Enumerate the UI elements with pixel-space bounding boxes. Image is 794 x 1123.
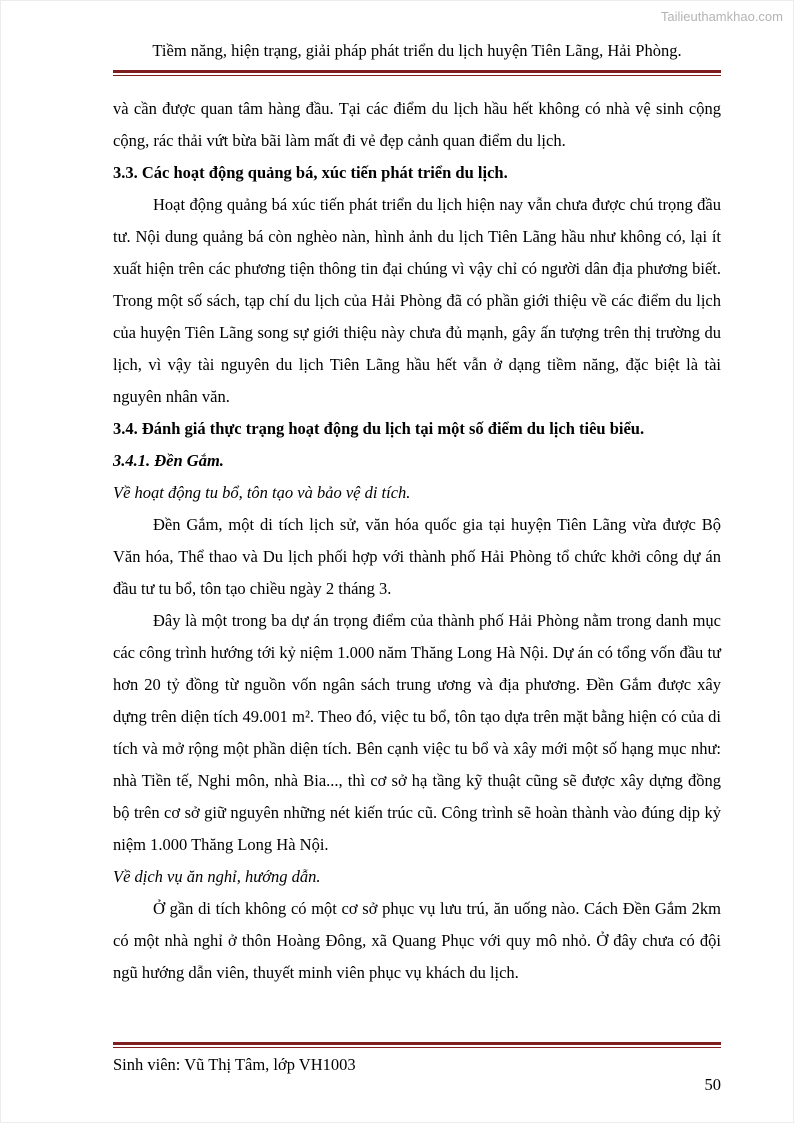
page-footer bbox=[113, 1042, 721, 1095]
section-heading: 3.4.1. Đền Gắm. bbox=[113, 451, 224, 470]
page-header bbox=[113, 41, 721, 76]
paragraph: Đền Gắm, một di tích lịch sử, văn hóa quốc gia tại huyện Tiên Lãng vừa được Bộ Văn hóa, Thể thao và Du lịch phối hợp với thành phố Hải Phòng tổ chức khởi công dự án đầu tư tu bổ, tôn tạo chiều ngày 2 tháng 3. bbox=[113, 515, 721, 598]
header-rule bbox=[113, 70, 721, 76]
section-heading: 3.3. Các hoạt động quảng bá, xúc tiến phát triển du lịch. bbox=[113, 163, 508, 182]
footer-rule bbox=[113, 1042, 721, 1048]
section-heading: 3.4. Đánh giá thực trạng hoạt động du lịch tại một số điểm du lịch tiêu biểu. bbox=[113, 419, 645, 438]
paragraph: và cần được quan tâm hàng đầu. Tại các điểm du lịch hầu hết không có nhà vệ sinh cộng cộng, rác thải vứt bừa bãi làm mất đi vẻ đẹp cảnh quan điểm du lịch. bbox=[113, 99, 721, 150]
paragraph: Hoạt động quảng bá xúc tiến phát triển du lịch hiện nay vẫn chưa được chú trọng đầu tư. Nội dung quảng bá còn nghèo nàn, hình ảnh du lịch Tiên Lãng hầu như không có, lại ít xuất hiện trên các phương tiện thông tin đại chúng vì vậy chỉ có người dân địa phương biết. Trong một số sách, tạp chí du lịch của Hải Phòng đã có phần giới thiệu về các điểm du lịch của huyện Tiên Lãng song sự giới thiệu này chưa đủ mạnh, gây ấn tượng trên thị trường du lịch, vì vậy tài nguyên du lịch Tiên Lãng hầu hết vẫn ở dạng tiềm năng, đặc biệt là tài nguyên nhân văn. bbox=[113, 195, 721, 406]
footer-student: Sinh viên: Vũ Thị Tâm, lớp VH1003 bbox=[113, 1055, 356, 1074]
header-title: Tiềm năng, hiện trạng, giải pháp phát triển du lịch huyện Tiên Lãng, Hải Phòng. bbox=[152, 41, 682, 60]
paragraph: Ở gần di tích không có một cơ sở phục vụ lưu trú, ăn uống nào. Cách Đền Gắm 2km có một nhà nghỉ ở thôn Hoàng Đông, xã Quang Phục với quy mô nhỏ. Ở đây chưa có đội ngũ hướng dẫn viên, thuyết minh viên phục vụ khách du lịch. bbox=[113, 899, 721, 982]
paragraph: Về dịch vụ ăn nghỉ, hướng dẫn. bbox=[113, 867, 321, 886]
watermark: Tailieuthamkhao.com bbox=[660, 9, 783, 24]
page-number: 50 bbox=[704, 1075, 721, 1094]
paragraph: Đây là một trong ba dự án trọng điểm của thành phố Hải Phòng nằm trong danh mục các công trình hướng tới kỷ niệm 1.000 năm Thăng Long Hà Nội. Dự án có tổng vốn đầu tư hơn 20 tỷ đồng từ nguồn vốn ngân sách trung ương và địa phương. Đền Gắm được xây dựng trên diện tích 49.001 m². Theo đó, việc tu bổ, tôn tạo dựa trên mặt bằng hiện có của di tích và mở rộng một phần diện tích. Bên cạnh việc tu bổ và xây mới một số hạng mục như: nhà Tiền tế, Nghi môn, nhà Bia..., thì cơ sở hạ tầng kỹ thuật cũng sẽ được xây dựng đồng bộ trên cơ sở giữ nguyên những nét kiến trúc cũ. Công trình sẽ hoàn thành vào đúng dịp kỷ niệm 1.000 Thăng Long Hà Nội. bbox=[113, 611, 721, 854]
document-body bbox=[113, 93, 721, 989]
paragraph: Về hoạt động tu bổ, tôn tạo và bảo vệ di tích. bbox=[113, 483, 411, 502]
